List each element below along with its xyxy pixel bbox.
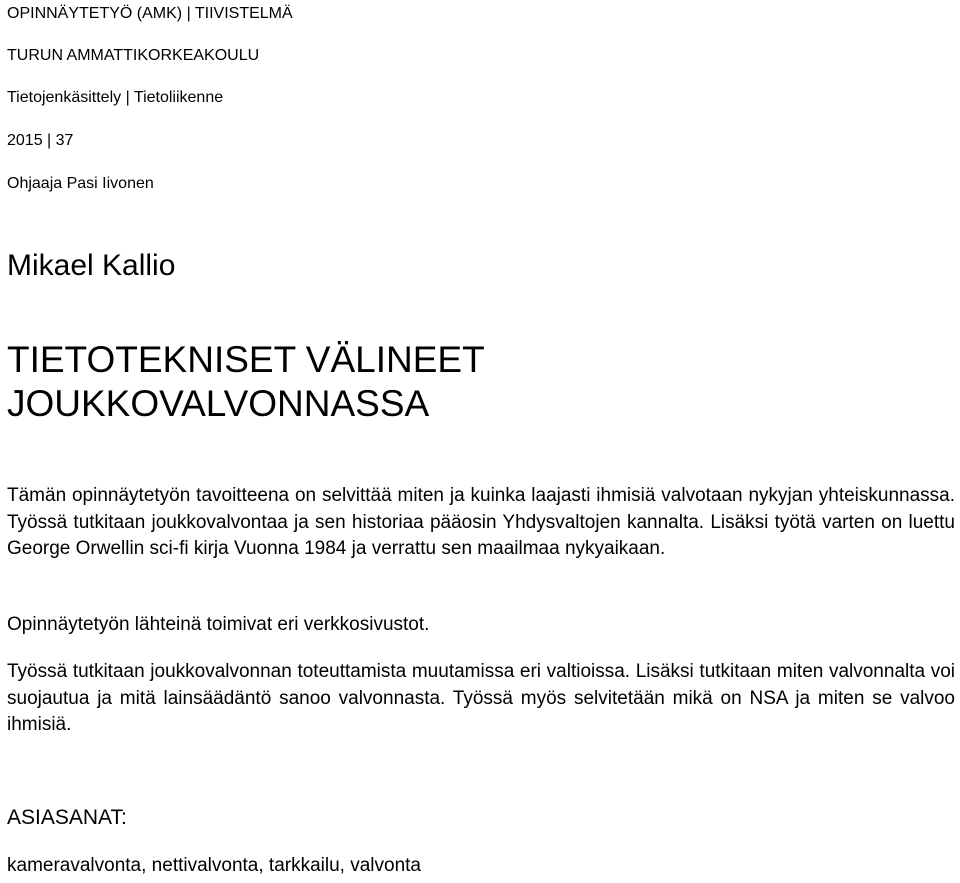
- keywords-label: ASIASANAT:: [7, 806, 127, 829]
- year-and-pages: 2015 | 37: [7, 132, 74, 149]
- thesis-title-line-1: TIETOTEKNISET VÄLINEET: [7, 339, 485, 380]
- keywords-list: kameravalvonta, nettivalvonta, tarkkailu, valvonta: [7, 855, 421, 876]
- institution-name: TURUN AMMATTIKORKEAKOULU: [7, 47, 260, 64]
- thesis-title: [7, 338, 485, 426]
- supervisor: Ohjaaja Pasi Iivonen: [7, 175, 154, 192]
- document-type: OPINNÄYTETYÖ (AMK) | TIIVISTELMÄ: [7, 5, 293, 22]
- abstract-paragraph-1: Tämän opinnäytetyön tavoitteena on selvittää miten ja kuinka laajasti ihmisiä valvotaan nykyjan yhteiskunnassa. Työssä tutkitaan joukkovalvontaa ja sen historiaa pääosin Yhdysvaltojen kannalta. Lisäksi työtä varten on luettu George Orwellin sci-fi kirja Vuonna 1984 ja verrattu sen maailmaa nykyaikaan.: [7, 485, 955, 559]
- author-name: Mikael Kallio: [7, 249, 176, 282]
- abstract-paragraph-3: Työssä tutkitaan joukkovalvonnan toteuttamista muutamissa eri valtioissa. Lisäksi tutkitaan miten valvonnalta voi suojautua ja mitä lainsäädäntö sanoo valvonnasta. Työssä myös selvitetään mikä on NSA ja miten se valvoo ihmisiä.: [7, 661, 955, 735]
- degree-programme: Tietojenkäsittely | Tietoliikenne: [7, 89, 224, 106]
- thesis-title-line-2: JOUKKOVALVONNASSA: [7, 383, 430, 424]
- abstract-paragraph-2: Opinnäytetyön lähteinä toimivat eri verkkosivustot.: [7, 614, 430, 635]
